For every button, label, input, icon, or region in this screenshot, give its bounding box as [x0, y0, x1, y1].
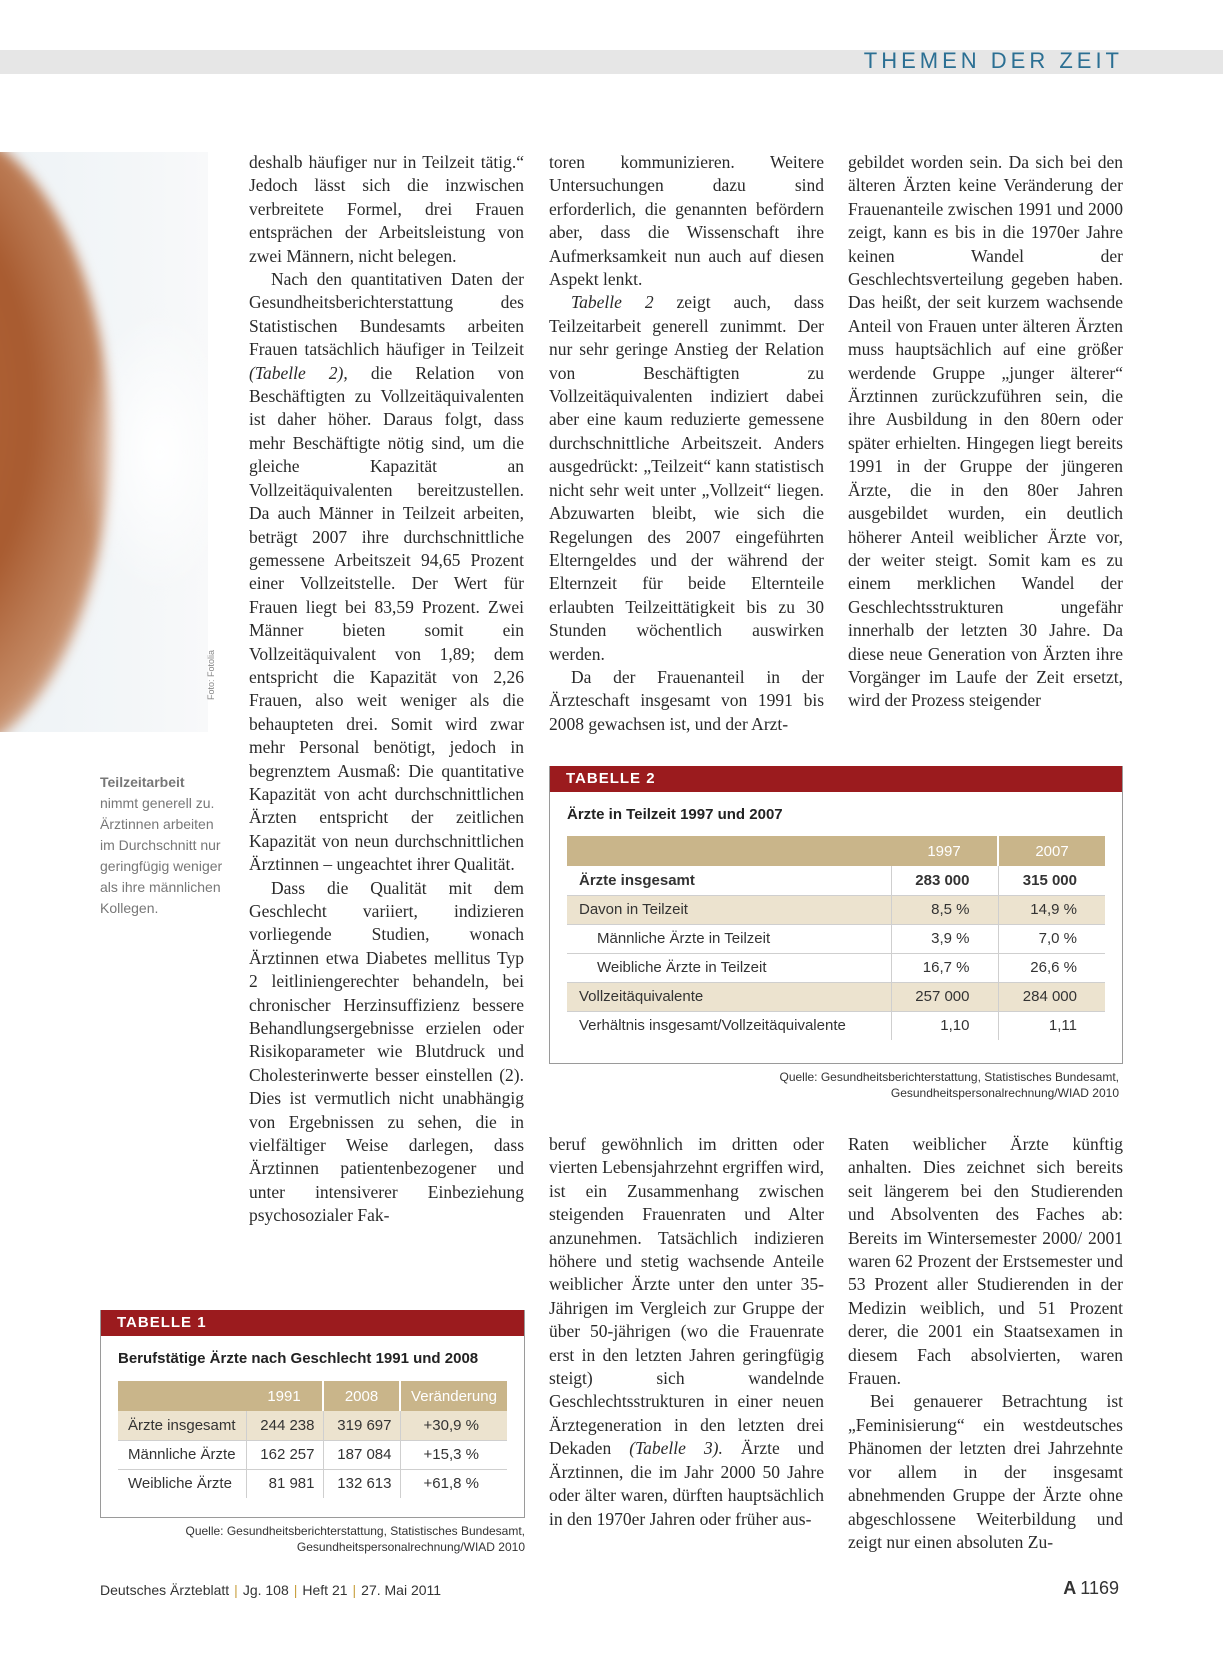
page-number: A 1169: [1063, 1578, 1119, 1598]
text-column-3-top: [848, 151, 1123, 713]
text-column-3-bottom: [848, 1133, 1123, 1554]
paragraph: Bei genauerer Betrachtung ist „Feminisierung“ ein westdeutsches Phänomen der letzten drei Jahrzehnte vor allem in der insgesamt abnehmenden Gruppe der Ärzte ohne abgeschlossene Weiterbildung und zeigt nur einen absoluten Zu-: [848, 1391, 1123, 1552]
table-row: [567, 982, 1105, 1011]
paragraph: gebildet worden sein. Da sich bei den älteren Ärzten keine Veränderung der Frauenanteile zwischen 1991 und 2000 zeigt, kann es bis in die 1970er Jahre keinen Wandel der Geschlechtsverteilung gegeben haben. Das heißt, der seit kurzem wachsende Anteil von Frauen unter älteren Ärzten muss hauptsächlich auf eine größer werdende Gruppe „junger älterer“ Ärztinnen zurückzuführen sein, die ihre Ausbildung in den 80ern oder später erhielten. Hingegen liegt bereits 1991 in der Gruppe der jüngeren Ärzte, die in den 80er Jahren ausgebildet wurden, ein deutlich höherer Anteil weiblicher Ärzte vor, der weiter steigt. Somit kam es zu einem merklichen Wandel der Geschlechtsstrukturen ungefähr innerhalb der letzten 30 Jahre. Da diese neue Generation von Ärzten ihre Vorgänger im Laufe der Zeit ersetzt, wird der Prozess steigender: [848, 152, 1123, 711]
section-title: THEMEN DER ZEIT: [863, 48, 1123, 73]
paragraph: Raten weiblicher Ärzte künftig anhalten. Dies zeichnet sich bereits seit längerem bei den Studierenden und Absolventen des Faches ab: Bereits im Wintersemester 2000/ 2001 waren 62 Prozent der Erstsemester und 53 Prozent aller Studierenden in der Medizin weiblich, und 51 Prozent derer, die 2001 ein Staatsexamen in diesem Fach absolvierten, waren Frauen.: [848, 1134, 1123, 1389]
table-reference: (Tabelle 2),: [249, 362, 348, 383]
table-1-grid: [118, 1381, 507, 1498]
paragraph: Nach den quantitativen Daten der Gesundheitsberichterstattung des Statistischen Bundesamts arbeiten Frauen tatsächlich häufiger in Teilzeit (Tabelle 2), die Relation von Beschäftigten zu Vollzeitäquivalenten ist daher höher. Daraus folgt, dass mehr Beschäftigte nötig sind, um die gleiche Kapazität an Vollzeitäquivalenten bereitzustellen. Da auch Männer in Teilzeit arbeiten, beträgt 2007 ihre durchschnittliche gemessene Arbeitszeit 94,65 Prozent einer Vollzeitstelle. Der Wert für Frauen liegt bei 83,59 Prozent. Zwei Männer bieten somit ein Vollzeitäquivalent von 1,89; dem entspricht die Kapazität von 2,26 Frauen, also weit weniger als die behaupteten drei. Somit wird zwar mehr Personal benötigt, jedoch in begrenztem Ausmaß: Die quantitative Kapazität von acht durchschnittlichen Ärzten entspricht der zeitlichen Kapazität von neun durchschnittlichen Ärztinnen – ungeachtet ihrer Qualität.: [249, 269, 524, 875]
cell: +61,8 %: [400, 1469, 507, 1498]
caption-text: nimmt generell zu. Ärztinnen arbeiten im Durchschnitt nur geringfügig weniger als ihre männlichen Kollegen.: [100, 795, 223, 916]
journal-name: Deutsches Ärzteblatt: [100, 1582, 230, 1598]
footer-separator: |: [352, 1582, 357, 1598]
cell: 319 697: [323, 1411, 400, 1440]
cell: 187 084: [323, 1440, 400, 1469]
cell: 14,9 %: [998, 895, 1105, 924]
paragraph: Dass die Qualität mit dem Geschlecht variiert, indizieren vorliegende Studien, wonach Ärztinnen etwa Diabetes mellitus Typ 2 leitliniengerechter behandeln, bei chronischer Herzinsuffizienz bessere Behandlungsergebnisse erzielen oder Risikoparameter wie Blutdruck und Cholesterinwerte besser einstellen (2). Dies ist vermutlich nicht unabhängig von Ergebnissen zu sehen, die in vielfältiger Weise darlegen, dass Ärztinnen patientenbezogener und unter intensiverer Einbeziehung psychosozialer Fak-: [249, 877, 524, 1226]
paragraph: Da der Frauenanteil in der Ärzteschaft insgesamt von 1991 bis 2008 gewachsen ist, und der Arzt-: [549, 666, 824, 734]
cell: 257 000: [891, 982, 998, 1011]
table-reference: Tabelle 2: [571, 292, 654, 313]
footer: [100, 1582, 441, 1598]
journal-issue: Heft 21: [302, 1582, 348, 1598]
cell: +30,9 %: [400, 1411, 507, 1440]
text-column-2-bottom: [549, 1133, 824, 1531]
table-row: [118, 1440, 507, 1469]
row-label: Verhältnis insgesamt/Vollzeitäquivalente: [579, 1017, 846, 1035]
paragraph: Tabelle 2 zeigt auch, dass Teilzeitarbeit generell zunimmt. Der nur sehr geringe Anstieg der Relation von Beschäftigten zu Vollzeitäquivalenten indiziert dabei aber eine kaum reduzierte gemessene durchschnittliche Arbeitszeit. Anders ausgedrückt: „Teilzeit“ kann statistisch nicht sehr weit unter „Vollzeit“ liegen. Abzuwarten bleibt, wie sich die Regelungen des 2007 eingeführten Elterngeldes und der während der Elternzeit für beide Elternteile erlaubten Teilzeittätigkeit bis zu 30 Stunden wöchentlich auswirken werden.: [549, 292, 824, 664]
cell: 1,11: [998, 1011, 1105, 1040]
table-2-label: TABELLE 2: [550, 766, 1122, 792]
text-column-1: [249, 151, 524, 1228]
cell: 7,0 %: [998, 924, 1105, 953]
row-label: Männliche Ärzte: [118, 1440, 246, 1469]
table-2-source: Quelle: Gesundheitsberichterstattung, Statistisches Bundesamt, Gesundheitspersonalrechnung/WIAD 2010: [779, 1070, 1119, 1100]
table-1-title: Berufstätige Ärzte nach Geschlecht 1991 und 2008: [118, 1350, 479, 1367]
column-header: 2007: [998, 836, 1105, 866]
cell: 1,10: [891, 1011, 998, 1040]
column-header: 1991: [246, 1381, 323, 1411]
table-1-source: Quelle: Gesundheitsberichterstattung, Statistisches Bundesamt, Gesundheitspersonalrechnung/WIAD 2010: [185, 1524, 525, 1554]
photo-credit: Foto: Fotolia: [206, 649, 216, 700]
column-header: 2008: [323, 1381, 400, 1411]
caption-title: Teilzeitarbeit: [100, 774, 185, 790]
table-1: [100, 1310, 525, 1518]
table-2-grid: [567, 836, 1105, 1040]
paragraph: toren kommunizieren. Weitere Untersuchungen dazu sind erforderlich, die genannten befördern aber, dass die Wissenschaft ihre Aufmerksamkeit nun auch auf diesen Aspekt lenkt.: [549, 152, 824, 290]
cell: 8,5 %: [891, 895, 998, 924]
cell: 315 000: [998, 866, 1105, 895]
table-row: [567, 895, 1105, 924]
paragraph: deshalb häufiger nur in Teilzeit tätig.“ Jedoch lässt sich die inzwischen verbreitete Formel, drei Frauen entsprächen der Arbeitsleistung von zwei Männern, nicht belegen.: [249, 152, 524, 266]
paragraph: beruf gewöhnlich im dritten oder vierten Lebensjahrzehnt ergriffen wird, ist ein Zusammenhang zwischen steigenden Frauenraten und Alter anzunehmen. Tatsächlich indizieren höhere und stetig wachsende Anteile weiblicher Ärzte unter den unter 35-Jährigen im Vergleich zur Gruppe der über 50-jährigen (wo die Frauenrate erst in den letzten Jahren geringfügig steigt) sich wandelnde Geschlechtsstrukturen in einer neuen Ärztegeneration in den letzten drei Dekaden (Tabelle 3). Ärzte und Ärztinnen, die im Jahr 2000 50 Jahre oder älter waren, dürften hauptsächlich in den 1970er Jahren oder früher aus-: [549, 1134, 824, 1529]
cell: 283 000: [891, 866, 998, 895]
row-label: Weibliche Ärzte in Teilzeit: [567, 953, 891, 982]
row-label: Vollzeitäquivalente: [567, 982, 891, 1011]
table-2: [549, 766, 1123, 1064]
text-column-2-top: [549, 151, 824, 736]
cell: 81 981: [246, 1469, 323, 1498]
cell: 132 613: [323, 1469, 400, 1498]
cell: 284 000: [998, 982, 1105, 1011]
column-header: Veränderung: [400, 1381, 507, 1411]
table-row: [118, 1411, 507, 1440]
footer-separator: |: [234, 1582, 238, 1598]
column-header: [567, 836, 891, 866]
table-1-label: TABELLE 1: [101, 1310, 524, 1336]
footer-separator: |: [293, 1582, 298, 1598]
row-label: Ärzte insgesamt: [118, 1411, 246, 1440]
column-header: 1997: [891, 836, 998, 866]
table-2-title: Ärzte in Teilzeit 1997 und 2007: [567, 806, 783, 823]
table-row: [567, 866, 1105, 895]
cell: 162 257: [246, 1440, 323, 1469]
journal-volume: Jg. 108: [242, 1582, 289, 1598]
table-reference: (Tabelle 3).: [629, 1438, 723, 1459]
row-label: Weibliche Ärzte: [128, 1475, 232, 1493]
photo-caption: [100, 772, 230, 919]
column-header: [118, 1381, 246, 1411]
row-label: Davon in Teilzeit: [567, 895, 891, 924]
cell: 3,9 %: [891, 924, 998, 953]
journal-date: 27. Mai 2011: [361, 1582, 442, 1598]
table-row: [118, 1469, 507, 1498]
row-label: Männliche Ärzte in Teilzeit: [567, 924, 891, 953]
cell: +15,3 %: [400, 1440, 507, 1469]
article-photo: [0, 152, 208, 732]
table-row: [567, 1011, 1105, 1040]
cell: 16,7 %: [891, 953, 998, 982]
table-row: [567, 924, 1105, 953]
row-label: Ärzte insgesamt: [567, 866, 891, 895]
cell: 244 238: [246, 1411, 323, 1440]
cell: 26,6 %: [998, 953, 1105, 982]
table-row: [567, 953, 1105, 982]
